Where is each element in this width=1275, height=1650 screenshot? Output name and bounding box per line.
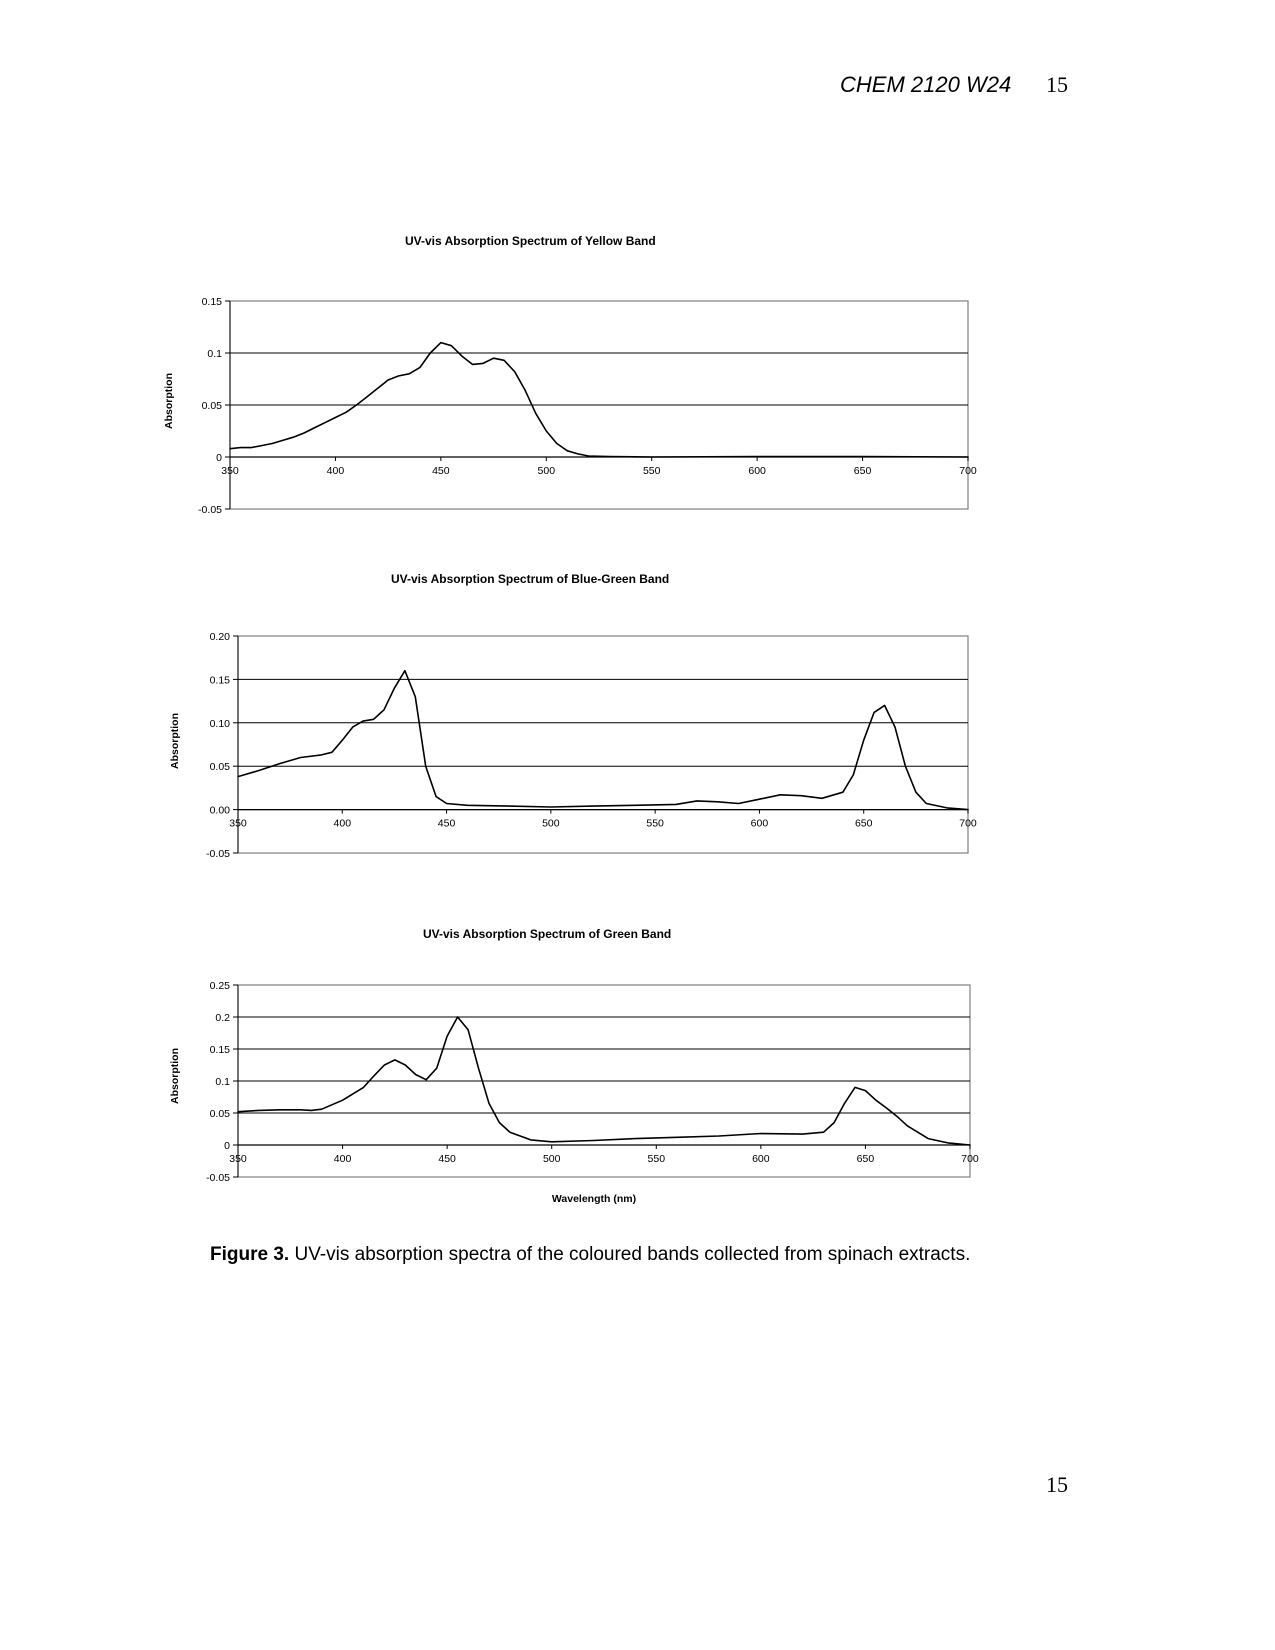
y-tick-label: -0.05	[198, 504, 222, 516]
figure-caption	[210, 1244, 970, 1266]
x-tick-label: 650	[856, 1153, 875, 1165]
figure-caption-text: UV-vis absorption spectra of the coloured bands collected from spinach extracts.	[289, 1244, 971, 1265]
chart-title: UV-vis Absorption Spectrum of Blue-Green Band	[391, 572, 670, 586]
chart-title: UV-vis Absorption Spectrum of Green Band	[423, 927, 672, 941]
y-axis-title: Absorption	[169, 1048, 181, 1104]
x-tick-label: 500	[542, 817, 560, 830]
x-tick-label: 600	[748, 465, 766, 477]
y-tick-label: 0.00	[209, 804, 230, 817]
x-tick-label: 700	[959, 817, 977, 830]
footer-page-number: 15	[1046, 1472, 1068, 1497]
y-tick-label: -0.05	[206, 1172, 230, 1184]
y-tick-label: 0.1	[207, 348, 222, 360]
x-tick-label: 350	[229, 1153, 247, 1165]
x-tick-label: 600	[752, 1153, 770, 1165]
x-tick-label: 450	[437, 817, 456, 830]
y-tick-label: 0.05	[209, 761, 230, 774]
y-tick-label: 0	[224, 1140, 230, 1152]
y-tick-label: 0.20	[209, 631, 230, 643]
x-tick-label: 550	[647, 1153, 666, 1165]
x-tick-label: 700	[961, 1153, 979, 1165]
header-page-number: 15	[1046, 72, 1068, 97]
x-tick-label: 400	[333, 817, 352, 830]
y-tick-label: 0	[216, 452, 222, 464]
figure-label: Figure 3.	[210, 1244, 290, 1265]
x-tick-label: 550	[646, 817, 664, 830]
x-tick-label: 450	[438, 1153, 456, 1165]
course-code: CHEM 2120 W24	[840, 72, 1012, 97]
y-tick-label: -0.05	[206, 848, 230, 860]
x-axis-title: Wavelength (nm)	[551, 1193, 637, 1205]
y-axis-title: Absorption	[163, 373, 175, 429]
x-tick-label: 500	[537, 465, 556, 477]
y-axis-title: Absorption	[169, 713, 181, 769]
y-tick-label: 0.15	[209, 1044, 230, 1056]
x-tick-label: 500	[542, 1153, 561, 1165]
x-tick-label: 550	[642, 465, 661, 477]
x-tick-label: 450	[432, 465, 450, 477]
y-tick-label: 0.25	[209, 980, 230, 992]
x-tick-label: 650	[854, 817, 873, 830]
chart-title: UV-vis Absorption Spectrum of Yellow Band	[405, 234, 656, 248]
y-tick-label: 0.05	[209, 1108, 230, 1120]
x-tick-label: 400	[326, 465, 345, 477]
y-tick-label: 0.15	[209, 674, 230, 687]
x-tick-label: 600	[750, 817, 769, 830]
x-tick-label: 350	[229, 817, 247, 830]
x-tick-label: 650	[853, 465, 872, 477]
y-tick-label: 0.10	[209, 717, 230, 730]
x-tick-label: 400	[333, 1153, 352, 1165]
x-tick-label: 700	[959, 465, 977, 477]
y-tick-label: 0.05	[201, 400, 222, 412]
y-tick-label: 0.15	[201, 296, 222, 308]
y-tick-label: 0.1	[215, 1076, 230, 1088]
y-tick-label: 0.2	[215, 1012, 230, 1024]
x-tick-label: 350	[221, 465, 239, 477]
